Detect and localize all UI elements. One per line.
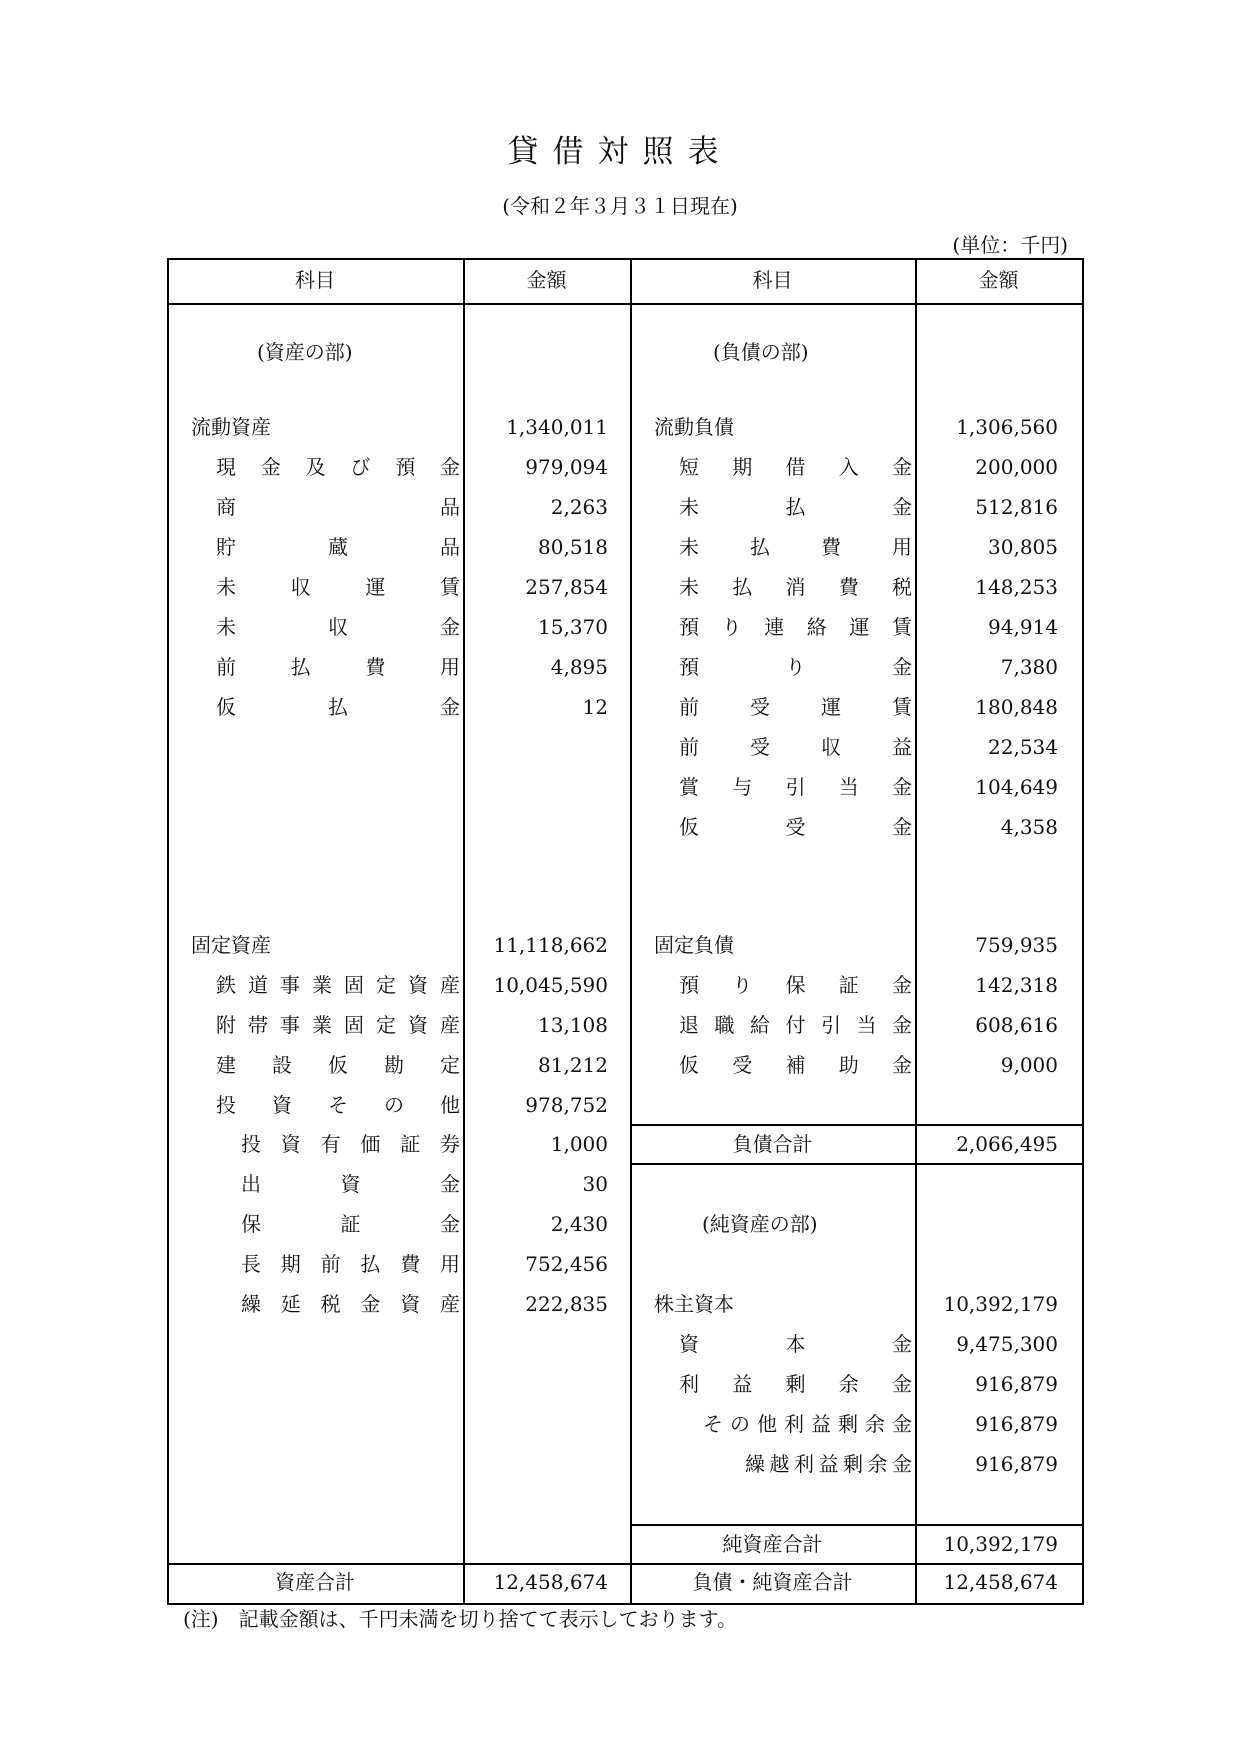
amount-value: 222,835 <box>525 1292 608 1316</box>
section-heading: (負債の部) <box>713 340 809 364</box>
item-label: 預り保証金 <box>679 973 912 997</box>
item-label: 未収運賃 <box>216 575 460 599</box>
amount-value: 978,752 <box>525 1093 608 1117</box>
amount-value: 80,518 <box>538 535 608 559</box>
group-label: 流動負債 <box>654 415 734 439</box>
amount-value: 9,475,300 <box>956 1332 1058 1356</box>
item-label: 未払費用 <box>679 535 912 559</box>
group-label: 株主資本 <box>654 1292 734 1316</box>
table-rule <box>630 1124 1084 1126</box>
amount-value: 148,253 <box>975 575 1058 599</box>
item-label: 短期借入金 <box>679 455 912 479</box>
item-label: 繰越利益剰余金 <box>745 1452 912 1476</box>
amount-value: 104,649 <box>975 775 1058 799</box>
amount-value: 7,380 <box>1000 655 1058 679</box>
item-label: 未払消費税 <box>679 575 912 599</box>
header-amount-liabilities: 金額 <box>978 268 1019 292</box>
table-rule <box>167 1563 1084 1565</box>
amount-value: 759,935 <box>975 933 1058 957</box>
item-label: 出資金 <box>241 1172 460 1196</box>
item-label: 建設仮勘定 <box>216 1053 460 1077</box>
item-label: 退職給付引当金 <box>679 1013 912 1037</box>
item-label: 繰延税金資産 <box>241 1292 460 1316</box>
page-title: 貸借対照表 <box>507 134 733 170</box>
amount-value: 30 <box>582 1172 608 1196</box>
amount-value: 12 <box>582 695 608 719</box>
item-label: 保証金 <box>241 1212 460 1236</box>
amount-value: 11,118,662 <box>493 933 608 957</box>
item-label: 仮受補助金 <box>679 1053 912 1077</box>
item-label: 前受運賃 <box>679 695 912 719</box>
amount-value: 10,392,179 <box>943 1292 1058 1316</box>
table-rule <box>630 258 632 1605</box>
item-label: 未収金 <box>216 615 460 639</box>
amount-value: 94,914 <box>988 615 1058 639</box>
item-label: 附帯事業固定資産 <box>216 1013 460 1037</box>
amount-value: 916,879 <box>975 1452 1058 1476</box>
table-rule <box>167 258 169 1605</box>
item-label: 仮払金 <box>216 695 460 719</box>
table-rule <box>167 258 1084 260</box>
report-date: (令和２年３月３１日現在) <box>502 194 738 218</box>
amount-value: 180,848 <box>975 695 1058 719</box>
item-label: 商品 <box>216 495 460 519</box>
item-label: 貯蔵品 <box>216 535 460 559</box>
item-label: 資本金 <box>679 1332 912 1356</box>
amount-value: 12,458,674 <box>493 1570 608 1594</box>
table-rule <box>630 1524 1084 1526</box>
amount-value: 13,108 <box>538 1013 608 1037</box>
header-item-liabilities: 科目 <box>752 268 793 292</box>
item-label: その他利益剰余金 <box>703 1412 912 1436</box>
amount-value: 2,263 <box>550 495 608 519</box>
section-heading: (資産の部) <box>257 340 353 364</box>
item-label: 前払費用 <box>216 655 460 679</box>
amount-value: 1,306,560 <box>956 415 1058 439</box>
amount-value: 200,000 <box>975 455 1058 479</box>
amount-value: 22,534 <box>988 735 1058 759</box>
item-label: 鉄道事業固定資産 <box>216 973 460 997</box>
item-label: 長期前払費用 <box>241 1252 460 1276</box>
amount-value: 1,000 <box>550 1132 608 1156</box>
item-label: 仮受金 <box>679 815 912 839</box>
unit-label: (単位：千円) <box>952 233 1068 257</box>
amount-value: 2,066,495 <box>956 1132 1058 1156</box>
total-label: 資産合計 <box>275 1570 355 1594</box>
amount-value: 257,854 <box>525 575 608 599</box>
total-label: 純資産合計 <box>722 1532 823 1556</box>
item-label: 現金及び預金 <box>216 455 460 479</box>
amount-value: 9,000 <box>1000 1053 1058 1077</box>
table-rule <box>167 303 1084 305</box>
amount-value: 142,318 <box>975 973 1058 997</box>
amount-value: 916,879 <box>975 1372 1058 1396</box>
amount-value: 30,805 <box>988 535 1058 559</box>
amount-value: 979,094 <box>525 455 608 479</box>
item-label: 未払金 <box>679 495 912 519</box>
item-label: 前受収益 <box>679 735 912 759</box>
group-label: 流動資産 <box>191 415 271 439</box>
header-amount-assets: 金額 <box>526 268 567 292</box>
amount-value: 10,392,179 <box>943 1532 1058 1556</box>
item-label: 賞与引当金 <box>679 775 912 799</box>
item-label: 投資その他 <box>216 1093 460 1117</box>
item-label: 預り金 <box>679 655 912 679</box>
group-label: 固定負債 <box>654 933 734 957</box>
amount-value: 916,879 <box>975 1412 1058 1436</box>
amount-value: 752,456 <box>525 1252 608 1276</box>
item-label: 預り連絡運賃 <box>679 615 912 639</box>
amount-value: 15,370 <box>538 615 608 639</box>
amount-value: 4,895 <box>550 655 608 679</box>
amount-value: 4,358 <box>1000 815 1058 839</box>
table-rule <box>630 1163 1084 1165</box>
amount-value: 81,212 <box>538 1053 608 1077</box>
amount-value: 1,340,011 <box>506 415 608 439</box>
section-heading: (純資産の部) <box>702 1212 818 1236</box>
total-label: 負債合計 <box>732 1132 813 1156</box>
amount-value: 608,616 <box>975 1013 1058 1037</box>
amount-value: 12,458,674 <box>943 1570 1058 1594</box>
header-item-assets: 科目 <box>295 268 335 292</box>
amount-value: 512,816 <box>975 495 1058 519</box>
group-label: 固定資産 <box>191 933 271 957</box>
table-rule <box>1082 258 1084 1605</box>
footnote: (注) 記載金額は、千円未満を切り捨てて表示しております。 <box>183 1607 738 1631</box>
item-label: 投資有価証券 <box>241 1132 460 1156</box>
item-label: 利益剰余金 <box>679 1372 912 1396</box>
amount-value: 2,430 <box>550 1212 608 1236</box>
amount-value: 10,045,590 <box>493 973 608 997</box>
total-label: 負債・純資産合計 <box>692 1570 853 1594</box>
